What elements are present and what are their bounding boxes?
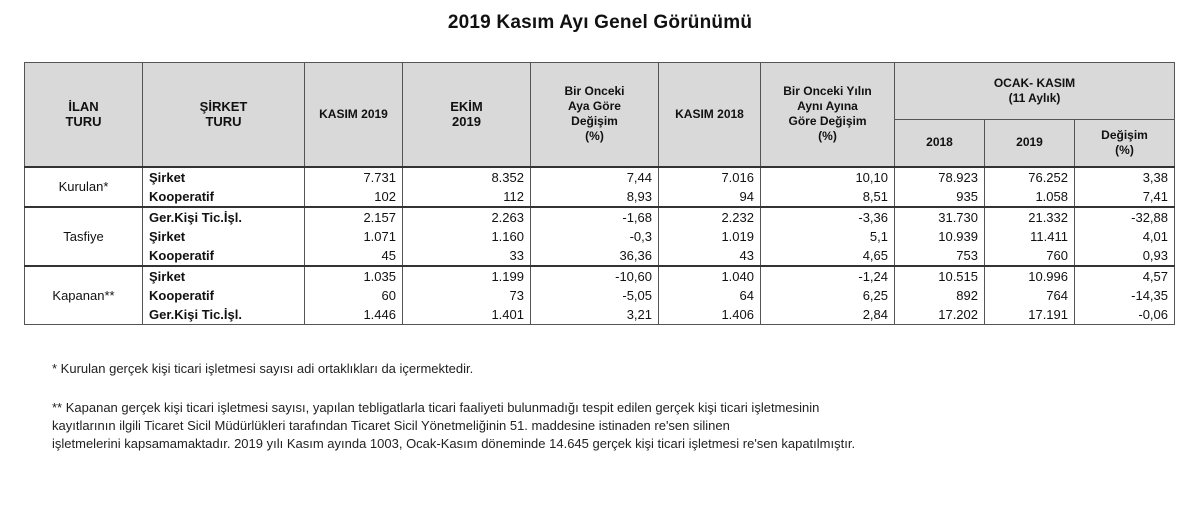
header-year-2018: 2018 [895, 120, 985, 167]
group-label-tasfiye: Tasfiye [25, 207, 143, 266]
value-cell: 7,44 [531, 167, 659, 187]
header-ocak-kasim: OCAK- KASIM (11 Aylık) [895, 63, 1175, 120]
value-cell: 76.252 [985, 167, 1075, 187]
value-cell: 17.191 [985, 305, 1075, 325]
header-kasim-2018: KASIM 2018 [659, 63, 761, 167]
row-type-cell: Ger.Kişi Tic.İşl. [143, 305, 305, 325]
value-cell: 1.199 [403, 266, 531, 286]
header-onceki-yil-degisim: Bir Onceki Yılın Aynı Ayına Göre Değişim (%) [761, 63, 895, 167]
footnotes [52, 360, 1172, 453]
value-cell: 7,41 [1075, 187, 1175, 207]
value-cell: -14,35 [1075, 286, 1175, 305]
value-cell: 2.232 [659, 207, 761, 227]
value-cell: 45 [305, 246, 403, 266]
header-ilan-turu: İLAN TURU [25, 63, 143, 167]
value-cell: 3,21 [531, 305, 659, 325]
value-cell: 64 [659, 286, 761, 305]
value-cell: 73 [403, 286, 531, 305]
value-cell: 764 [985, 286, 1075, 305]
value-cell: 102 [305, 187, 403, 207]
value-cell: 7.016 [659, 167, 761, 187]
value-cell: 1.401 [403, 305, 531, 325]
footnote-2-line-3: işletmelerini kapsamamaktadır. 2019 yılı Kasım ayında 1003, Ocak-Kasım döneminde 14.645 gerçek kişi ticari işletmesi re'sen kapatılmıştır. [52, 436, 856, 451]
value-cell: 4,57 [1075, 266, 1175, 286]
header-year-2019: 2019 [985, 120, 1075, 167]
row-type-cell: Kooperatif [143, 286, 305, 305]
value-cell: -0,06 [1075, 305, 1175, 325]
value-cell: 10,10 [761, 167, 895, 187]
table-header [25, 63, 1175, 167]
value-cell: -1,68 [531, 207, 659, 227]
table-row [25, 167, 1175, 187]
table-row [25, 305, 1175, 325]
value-cell: 78.923 [895, 167, 985, 187]
value-cell: 1.019 [659, 227, 761, 246]
value-cell: 2,84 [761, 305, 895, 325]
group-label-kapanan: Kapanan** [25, 266, 143, 325]
value-cell: 10.996 [985, 266, 1075, 286]
value-cell: 1.406 [659, 305, 761, 325]
header-ekim-2019: EKİM 2019 [403, 63, 531, 167]
value-cell: -1,24 [761, 266, 895, 286]
statistics-table [24, 62, 1175, 325]
value-cell: 8.352 [403, 167, 531, 187]
value-cell: 2.263 [403, 207, 531, 227]
value-cell: 33 [403, 246, 531, 266]
value-cell: -32,88 [1075, 207, 1175, 227]
table-body [25, 167, 1175, 325]
value-cell: 892 [895, 286, 985, 305]
value-cell: 43 [659, 246, 761, 266]
row-type-cell: Şirket [143, 167, 305, 187]
row-type-cell: Şirket [143, 266, 305, 286]
group-label-kurulan: Kurulan* [25, 167, 143, 207]
value-cell: 112 [403, 187, 531, 207]
value-cell: -0,3 [531, 227, 659, 246]
value-cell: 3,38 [1075, 167, 1175, 187]
value-cell: 11.411 [985, 227, 1075, 246]
footnote-2-line-1: ** Kapanan gerçek kişi ticari işletmesi sayısı, yapılan tebligatlarla ticari faaliyeti bulunmadığı tespit edilen gerçek kişi ticari işletmesinin [52, 400, 820, 415]
row-type-cell: Şirket [143, 227, 305, 246]
header-degisim: Değişim (%) [1075, 120, 1175, 167]
value-cell: 5,1 [761, 227, 895, 246]
value-cell: 31.730 [895, 207, 985, 227]
page-title: 2019 Kasım Ayı Genel Görünümü [447, 12, 753, 33]
value-cell: 753 [895, 246, 985, 266]
row-type-cell: Ger.Kişi Tic.İşl. [143, 207, 305, 227]
value-cell: 7.731 [305, 167, 403, 187]
value-cell: 1.040 [659, 266, 761, 286]
footnote-2-line-2: kayıtlarının ilgili Ticaret Sicil Müdürlükleri tarafından Ticaret Sicil Yönetmeliğinin 51. maddesine istinaden re'sen silinen [52, 418, 730, 433]
footnote-1: * Kurulan gerçek kişi ticari işletmesi sayısı adi ortaklıkları da içermektedir. [52, 361, 474, 376]
header-kasim-2019: KASIM 2019 [305, 63, 403, 167]
table-row [25, 266, 1175, 286]
table-row [25, 246, 1175, 266]
row-type-cell: Kooperatif [143, 187, 305, 207]
value-cell: 4,01 [1075, 227, 1175, 246]
value-cell: 1.446 [305, 305, 403, 325]
value-cell: 94 [659, 187, 761, 207]
header-sirket-turu: ŞİRKET TURU [143, 63, 305, 167]
value-cell: 10.515 [895, 266, 985, 286]
table-row [25, 286, 1175, 305]
value-cell: -5,05 [531, 286, 659, 305]
value-cell: 6,25 [761, 286, 895, 305]
value-cell: 60 [305, 286, 403, 305]
row-type-cell: Kooperatif [143, 246, 305, 266]
value-cell: 1.058 [985, 187, 1075, 207]
value-cell: -3,36 [761, 207, 895, 227]
value-cell: 8,93 [531, 187, 659, 207]
table-row [25, 227, 1175, 246]
value-cell: 17.202 [895, 305, 985, 325]
value-cell: 2.157 [305, 207, 403, 227]
value-cell: 935 [895, 187, 985, 207]
value-cell: 1.035 [305, 266, 403, 286]
value-cell: 8,51 [761, 187, 895, 207]
table-row [25, 207, 1175, 227]
value-cell: 10.939 [895, 227, 985, 246]
value-cell: 760 [985, 246, 1075, 266]
value-cell: 21.332 [985, 207, 1075, 227]
value-cell: 36,36 [531, 246, 659, 266]
value-cell: 1.071 [305, 227, 403, 246]
value-cell: -10,60 [531, 266, 659, 286]
table-row [25, 187, 1175, 207]
value-cell: 1.160 [403, 227, 531, 246]
value-cell: 4,65 [761, 246, 895, 266]
value-cell: 0,93 [1075, 246, 1175, 266]
header-onceki-ay-degisim: Bir Onceki Aya Göre Değişim (%) [531, 63, 659, 167]
